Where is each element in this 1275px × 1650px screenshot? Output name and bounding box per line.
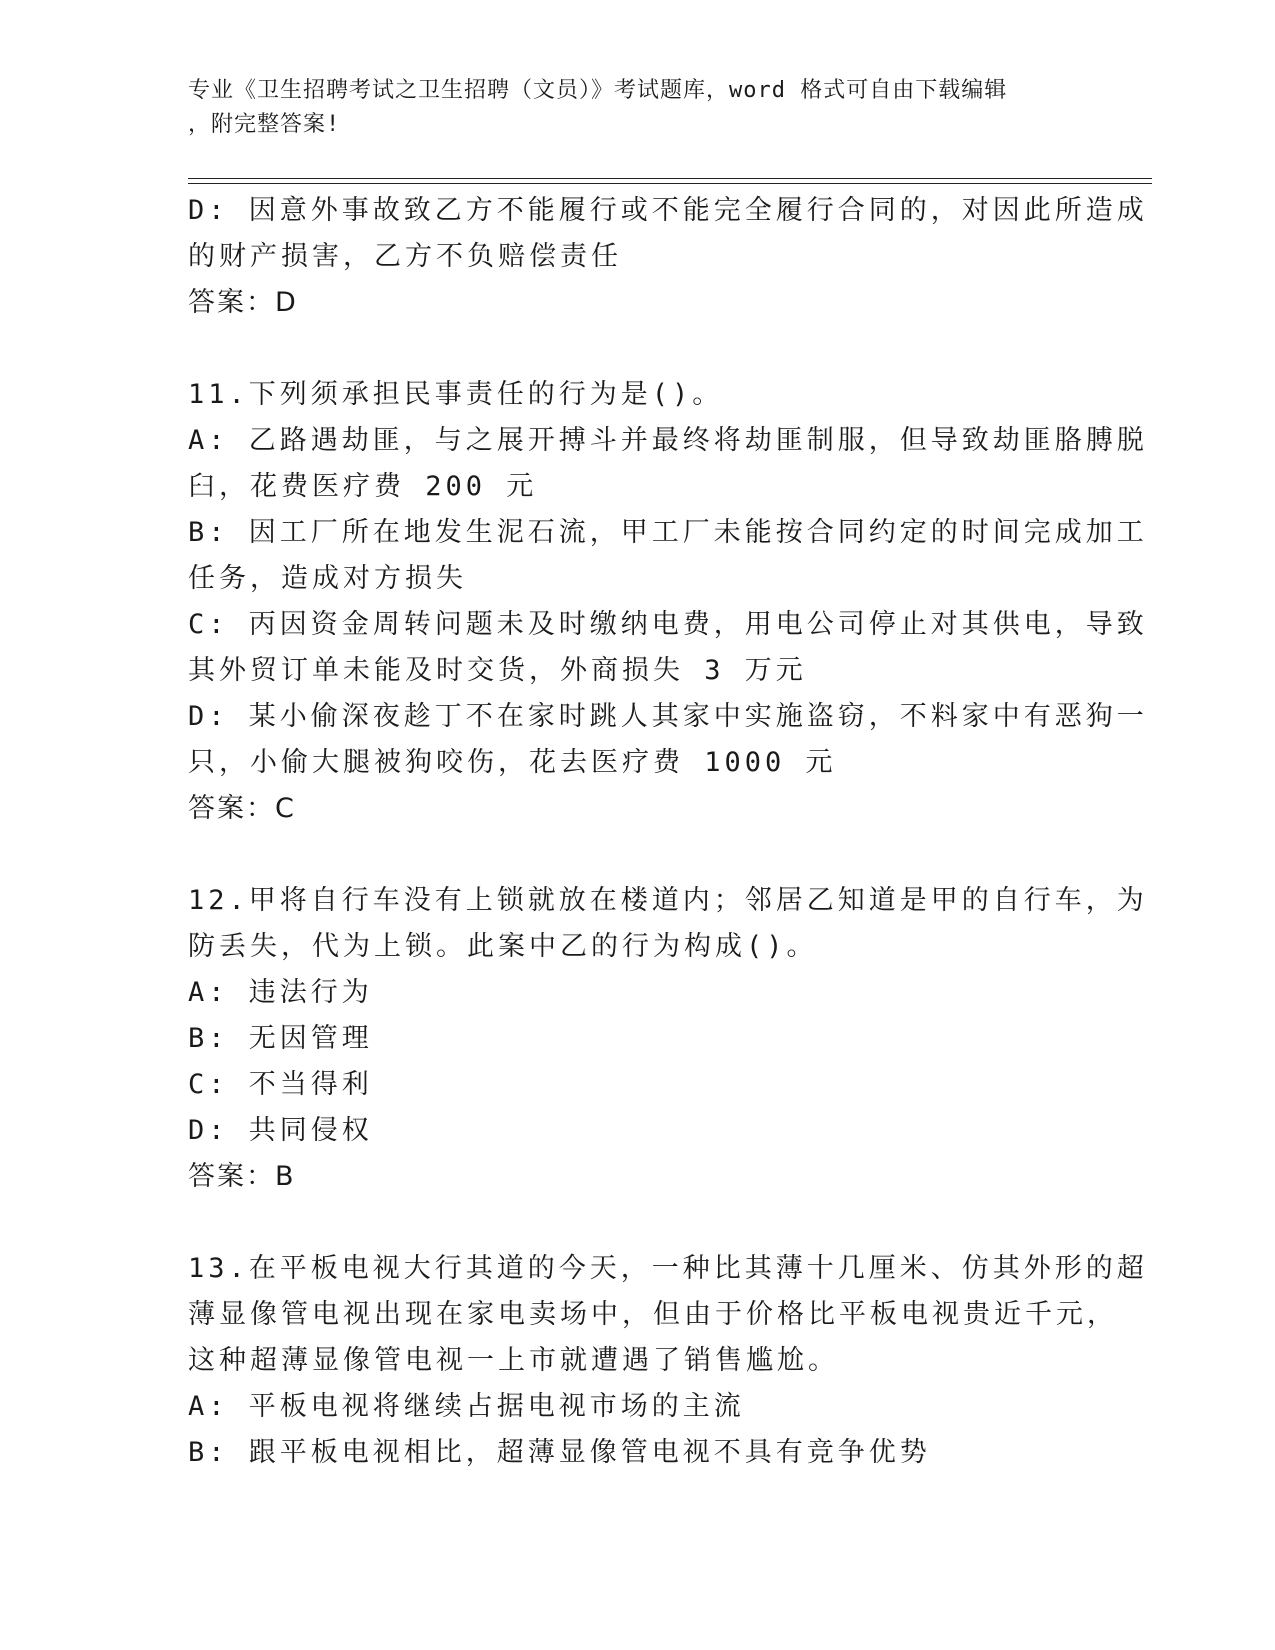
spacer [188, 832, 1088, 878]
option-c: C: 不当得利 [188, 1069, 373, 1100]
question-stem-line-2: 薄显像管电视出现在家电卖场中，但由于价格比平板电视贵近千元， [188, 1299, 1118, 1330]
option-c-line-2: 其外贸订单未能及时交货，外商损失 3 万元 [188, 655, 807, 686]
question-stem-line-1: 12.甲将自行车没有上锁就放在楼道内；邻居乙知道是甲的自行车，为 [188, 885, 1148, 916]
question-12 [188, 878, 1148, 1200]
question-stem-line-2: 防丢失，代为上锁。此案中乙的行为构成()。 [188, 931, 818, 962]
question-stem: 11.下列须承担民事责任的行为是()。 [188, 379, 724, 410]
option-c-line-1: C: 丙因资金周转问题未及时缴纳电费，用电公司停止对其供电，导致 [188, 609, 1148, 640]
question-stem-line-3: 这种超薄显像管电视一上市就遭遇了销售尴尬。 [188, 1345, 839, 1376]
option-a-line-1: A: 乙路遇劫匪，与之展开搏斗并最终将劫匪制服，但导致劫匪胳膊脱 [188, 425, 1148, 456]
header-rule-bottom [188, 183, 1152, 184]
spacer [188, 1200, 1088, 1246]
option-d-line-1: D: 因意外事故致乙方不能履行或不能完全履行合同的，对因此所造成 [188, 195, 1148, 226]
answer-label: 答案：C [188, 793, 296, 824]
option-d: D: 共同侵权 [188, 1115, 373, 1146]
answer-label: 答案：D [188, 287, 298, 318]
option-b: B: 跟平板电视相比，超薄显像管电视不具有竞争优势 [188, 1437, 931, 1468]
header-rule-top [188, 178, 1152, 179]
answer-label: 答案：B [188, 1161, 296, 1192]
option-a: A: 平板电视将继续占据电视市场的主流 [188, 1391, 745, 1422]
header-line-2: ，附完整答案! [188, 112, 341, 137]
question-stem-line-1: 13.在平板电视大行其道的今天，一种比其薄十几厘米、仿其外形的超 [188, 1253, 1148, 1284]
option-d-line-1: D: 某小偷深夜趁丁不在家时跳人其家中实施盗窃，不料家中有恶狗一 [188, 701, 1148, 732]
option-d-line-2: 的财产损害，乙方不负赔偿责任 [188, 241, 622, 272]
document-header [188, 74, 1068, 142]
option-b-line-2: 任务，造成对方损失 [188, 563, 467, 594]
prev-question-block [188, 188, 1148, 326]
question-13 [188, 1246, 1148, 1476]
option-b: B: 无因管理 [188, 1023, 373, 1054]
option-a-line-2: 臼，花费医疗费 200 元 [188, 471, 538, 502]
question-11 [188, 372, 1148, 832]
header-line-1: 专业《卫生招聘考试之卫生招聘（文员）》考试题库，word 格式可自由下载编辑 [188, 78, 1008, 103]
document-body [188, 188, 1148, 1476]
option-b-line-1: B: 因工厂所在地发生泥石流，甲工厂未能按合同约定的时间完成加工 [188, 517, 1148, 548]
option-a: A: 违法行为 [188, 977, 373, 1008]
option-d-line-2: 只，小偷大腿被狗咬伤，花去医疗费 1000 元 [188, 747, 837, 778]
spacer [188, 326, 1088, 372]
